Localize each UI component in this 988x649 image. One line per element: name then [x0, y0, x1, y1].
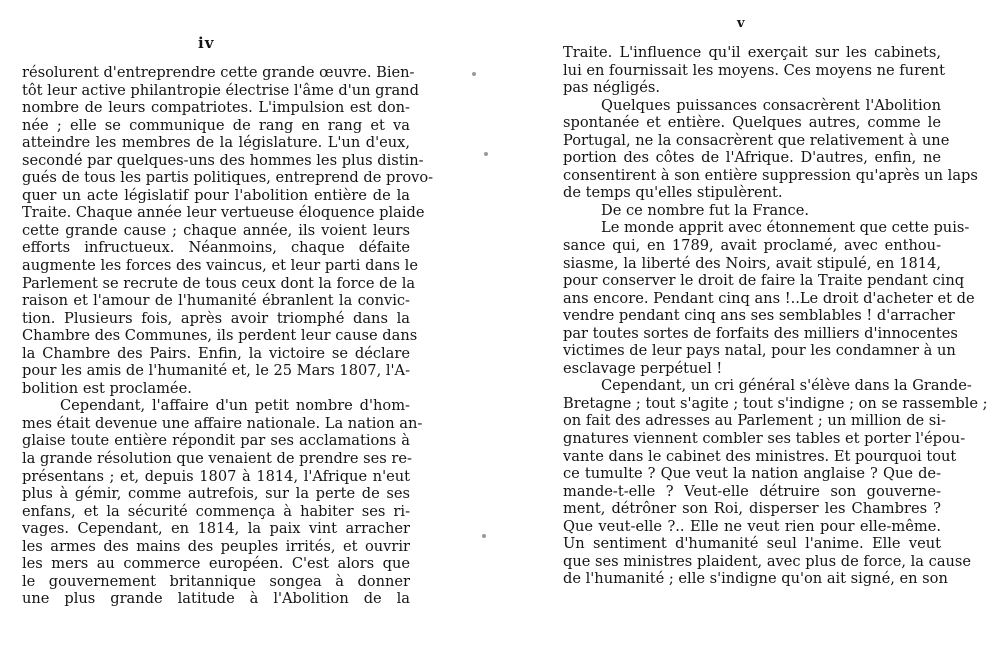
- text-line: cette grande cause ; chaque année, ils voient leurs: [22, 221, 410, 239]
- text-line: Parlement se recrute de tous ceux dont la force de la: [22, 274, 416, 292]
- text-line: glaise toute entière répondit par ses acclamations à: [22, 432, 410, 450]
- text-line: sance qui, en 1789, avait proclamé, avec enthou-: [563, 237, 941, 255]
- text-line: spontanée et entière. Quelques autres, comme le: [563, 114, 941, 132]
- right-page-text: [563, 44, 988, 588]
- text-line: vages. Cependant, en 1814, la paix vint arracher: [22, 520, 410, 538]
- left-page: [0, 0, 490, 649]
- text-line: plus à gémir, comme autrefois, sur la perte de ses: [22, 485, 410, 503]
- text-line: De ce nombre fut la France.: [601, 201, 810, 219]
- text-line: siasme, la liberté des Noirs, avait stipulé, en 1814,: [563, 254, 941, 272]
- text-line: par toutes sortes de forfaits des milliers d'innocentes: [563, 324, 958, 342]
- text-line: ment, détrôner son Roi, disperser les Chambres ?: [563, 500, 941, 518]
- text-line: esclavage perpétuel !: [563, 359, 723, 377]
- text-line: Un sentiment d'humanité seul l'anime. Elle veut: [563, 535, 941, 553]
- text-line: mes était devenue une affaire nationale. La nation an-: [22, 414, 423, 432]
- text-line: la grande résolution que venaient de prendre ses re-: [22, 450, 412, 468]
- gutter-speck: [482, 534, 486, 538]
- text-line: raison et l'amour de l'humanité ébranlent la convic-: [22, 292, 410, 310]
- text-line: secondé par quelques-uns des hommes les plus distin-: [22, 151, 424, 169]
- left-page-number: iv: [198, 34, 215, 52]
- text-line: Le monde apprit avec étonnement que cette puis-: [601, 219, 970, 237]
- text-line: de l'humanité ; elle s'indigne qu'on ait signé, en son: [563, 570, 948, 588]
- gutter-speck: [472, 72, 476, 76]
- text-line: on fait des adresses au Parlement ; un million de si-: [563, 412, 946, 430]
- text-line: atteindre les membres de la législature. L'un d'eux,: [22, 134, 410, 152]
- text-line: ans encore. Pendant cinq ans !..Le droit d'acheter et de: [563, 289, 975, 307]
- text-line: ce tumulte ? Que veut la nation anglaise ? Que de-: [563, 465, 941, 483]
- right-page-number: v: [737, 16, 746, 31]
- text-line: pour les amis de l'humanité et, le 25 Mars 1807, l'A-: [22, 362, 410, 380]
- text-line: Quelques puissances consacrèrent l'Abolition: [601, 96, 941, 114]
- text-line: mande-t-elle ? Veut-elle détruire son gouverne-: [563, 482, 941, 500]
- text-line: augmente les forces des vaincus, et leur parti dans le: [22, 257, 418, 275]
- text-line: présentans ; et, depuis 1807 à 1814, l'Afrique n'eut: [22, 467, 410, 485]
- text-line: quer un acte législatif pour l'abolition entière de la: [22, 186, 410, 204]
- text-line: le gouvernement britannique songea à donner: [22, 572, 410, 590]
- text-line: Traite. L'influence qu'il exerçait sur les cabinets,: [563, 44, 941, 61]
- text-line: Traite. Chaque année leur vertueuse éloquence plaide: [22, 204, 425, 222]
- text-line: tôt leur active philantropie électrise l'âme d'un grand: [22, 81, 419, 99]
- right-page: [490, 0, 988, 649]
- text-line: portion des côtes de l'Afrique. D'autres, enfin, ne: [563, 149, 941, 167]
- text-line: pas négligés.: [563, 79, 660, 97]
- text-line: gués de tous les partis politiques, entreprend de provo-: [22, 169, 434, 187]
- text-line: Cependant, un cri général s'élève dans la Grande-: [601, 377, 972, 395]
- gutter-speck: [484, 152, 488, 156]
- text-line: Que veut-elle ?.. Elle ne veut rien pour elle-même.: [563, 517, 941, 535]
- text-line: Cependant, l'affaire d'un petit nombre d'hom-: [60, 397, 410, 415]
- text-line: pour conserver le droit de faire la Traite pendant cinq: [563, 272, 965, 290]
- text-line: Bretagne ; tout s'agite ; tout s'indigne ; on se rassemble ;: [563, 394, 988, 412]
- text-line: une plus grande latitude à l'Abolition de la: [22, 590, 410, 608]
- text-line: que ses ministres plaident, avec plus de force, la cause: [563, 552, 972, 570]
- text-line: vante dans le cabinet des ministres. Et pourquoi tout: [563, 447, 957, 465]
- text-line: bolition est proclamée.: [22, 379, 192, 397]
- text-line: efforts infructueux. Néanmoins, chaque défaite: [22, 239, 410, 257]
- text-line: de temps qu'elles stipulèrent.: [563, 184, 783, 202]
- text-line: lui en fournissait les moyens. Ces moyens ne furent: [563, 61, 945, 79]
- text-line: vendre pendant cinq ans ses semblables ! d'arracher: [563, 307, 955, 325]
- text-line: nombre de leurs compatriotes. L'impulsion est don-: [22, 99, 410, 117]
- text-line: victimes de leur pays natal, pour les condamner à un: [563, 342, 956, 360]
- text-line: Chambre des Communes, ils perdent leur cause dans: [22, 327, 418, 345]
- text-line: la Chambre des Pairs. Enfin, la victoire se déclare: [22, 344, 410, 362]
- text-line: tion. Plusieurs fois, après avoir triomphé dans la: [22, 309, 410, 327]
- text-line: résolurent d'entreprendre cette grande œuvre. Bien-: [22, 64, 415, 81]
- text-line: les mers au commerce européen. C'est alors que: [22, 555, 410, 573]
- text-line: enfans, et la sécurité commença à habiter ses ri-: [22, 502, 410, 520]
- text-line: consentirent à son entière suppression qu'après un laps: [563, 166, 978, 184]
- text-line: les armes des mains des peuples irrités, et ouvrir: [22, 537, 410, 555]
- text-line: Portugal, ne la consacrèrent que relativement à une: [563, 131, 950, 149]
- text-line: gnatures viennent combler ses tables et porter l'épou-: [563, 430, 966, 448]
- text-line: née ; elle se communique de rang en rang et va: [22, 116, 410, 134]
- left-page-text: [22, 64, 434, 608]
